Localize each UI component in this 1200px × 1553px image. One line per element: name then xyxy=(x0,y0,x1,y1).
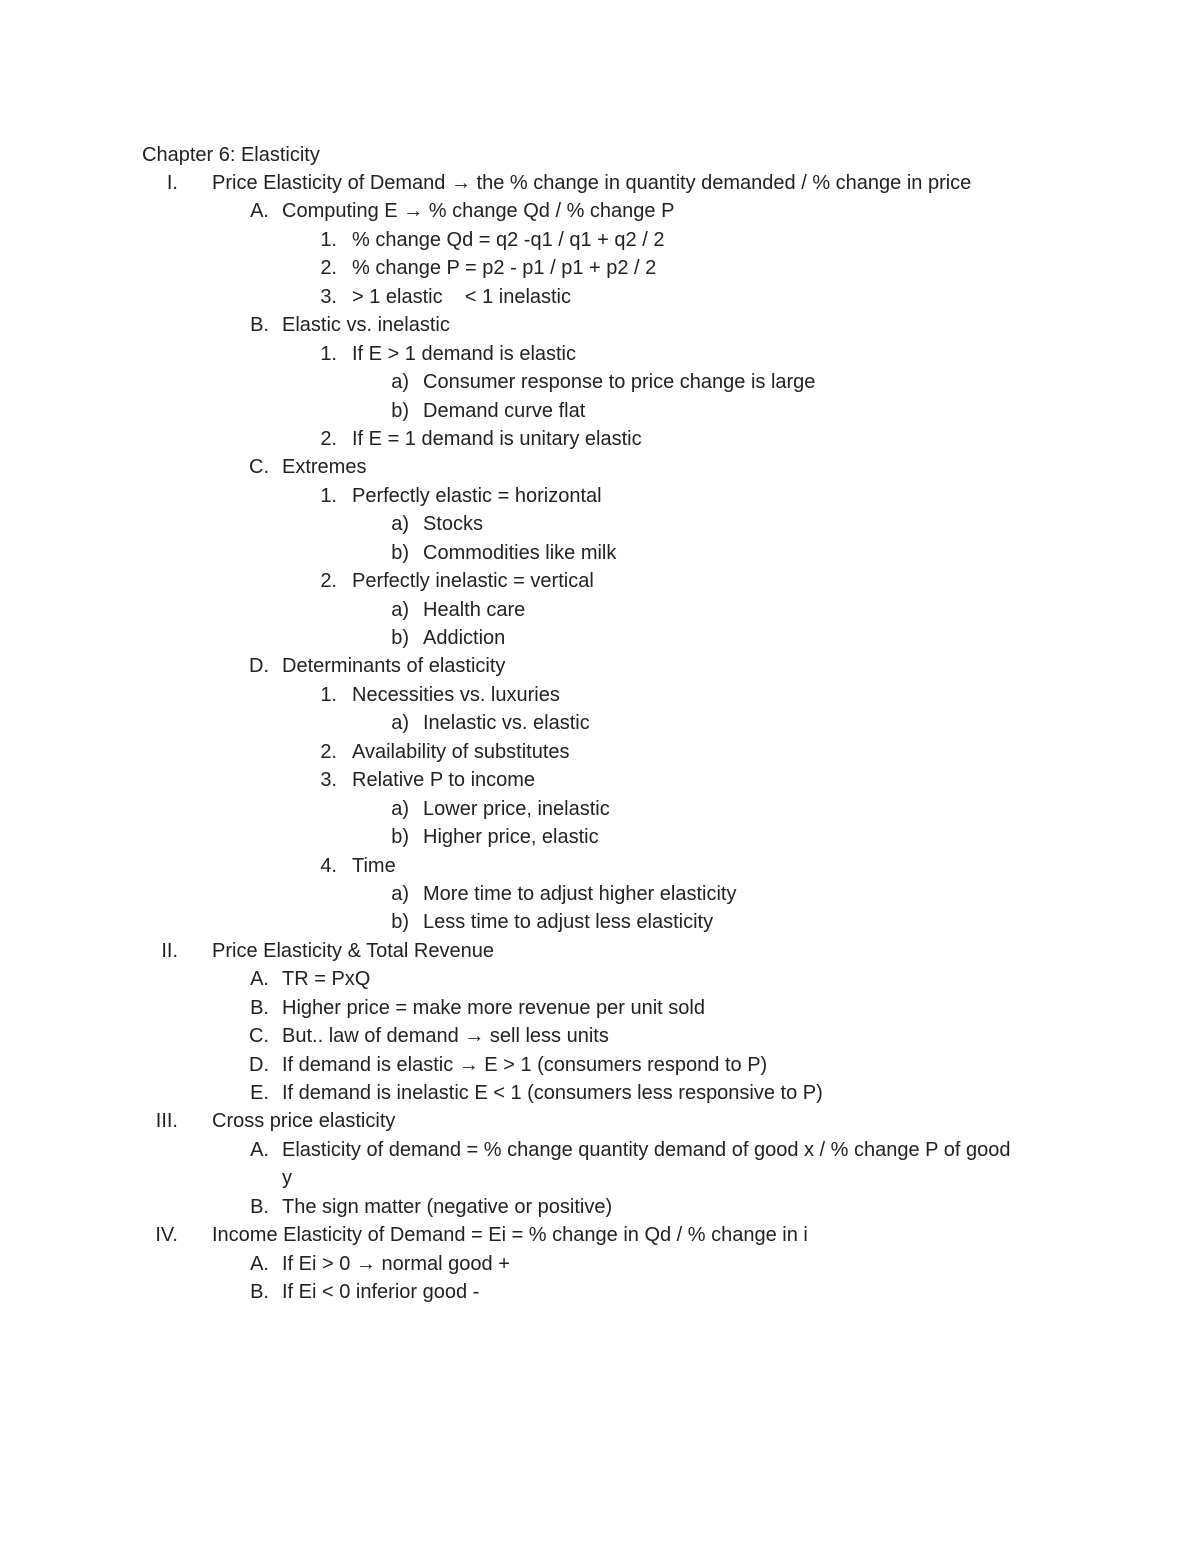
outline-marker: 2. xyxy=(320,570,337,593)
outline-item-level-4 xyxy=(0,510,1200,538)
outline-text: Higher price = make more revenue per unit sold xyxy=(282,996,705,1019)
outline-item-level-2 xyxy=(0,994,1200,1022)
outline-item-level-3 xyxy=(0,283,1200,311)
outline-item-level-4 xyxy=(0,795,1200,823)
outline-marker: 1. xyxy=(320,683,337,706)
outline-item-level-4 xyxy=(0,596,1200,624)
outline-item-level-1 xyxy=(0,937,1200,965)
outline-marker: b) xyxy=(391,541,409,564)
outline-text: Less time to adjust less elasticity xyxy=(423,911,714,934)
outline-item-level-3 xyxy=(0,766,1200,794)
outline-text: Perfectly elastic = horizontal xyxy=(352,484,602,507)
outline-marker: II. xyxy=(161,939,178,962)
outline-text: Relative P to income xyxy=(352,769,536,792)
outline-marker: III. xyxy=(155,1110,178,1133)
outline-marker: B. xyxy=(250,1195,269,1218)
outline-item-level-3 xyxy=(0,852,1200,880)
outline-marker: I. xyxy=(166,172,178,194)
outline-text: Lower price, inelastic xyxy=(423,797,610,820)
outline-text: If E = 1 demand is unitary elastic xyxy=(352,427,642,450)
outline-item-level-2 xyxy=(0,965,1200,993)
outline-marker: b) xyxy=(391,627,409,649)
outline-item-level-3 xyxy=(0,340,1200,368)
outline-item-level-1 xyxy=(0,1107,1200,1135)
outline-text: Inelastic vs. elastic xyxy=(423,712,590,735)
outline-text: TR = PxQ xyxy=(282,968,371,991)
outline-item-level-2 xyxy=(0,1193,1200,1221)
outline-marker: b) xyxy=(391,911,409,934)
outline-text: Perfectly inelastic = vertical xyxy=(352,570,594,593)
outline-text: Time xyxy=(352,854,396,877)
outline-text: > 1 elastic < 1 inelastic xyxy=(352,285,572,308)
outline-item-level-2 xyxy=(0,197,1200,225)
outline-item-level-3 xyxy=(0,567,1200,595)
outline-text: Price Elasticity of Demand → the % change in quantity demanded / % change in price xyxy=(212,172,972,194)
outline-marker: B. xyxy=(250,996,269,1019)
outline-item-level-4 xyxy=(0,880,1200,908)
outline-marker: 1. xyxy=(320,228,337,251)
outline-marker: 1. xyxy=(320,342,337,365)
outline-marker: C. xyxy=(249,1025,269,1048)
outline-text: Health care xyxy=(423,598,526,621)
outline-item-level-4 xyxy=(0,908,1200,936)
outline-text: If Ei > 0 → normal good + xyxy=(282,1252,510,1275)
outline-text: % change P = p2 - p1 / p1 + p2 / 2 xyxy=(352,257,657,280)
outline-item-level-4 xyxy=(0,397,1200,425)
outline-item-level-3 xyxy=(0,681,1200,709)
outline-marker: C. xyxy=(249,456,269,479)
outline-marker: a) xyxy=(391,797,409,820)
document-title: Chapter 6: Elasticity xyxy=(142,144,320,166)
outline-item-level-1 xyxy=(0,1221,1200,1249)
outline-text: Addiction xyxy=(423,627,506,649)
outline-marker: D. xyxy=(249,655,269,678)
outline-marker: a) xyxy=(391,513,409,536)
outline-item-level-2 xyxy=(0,1278,1200,1306)
outline-item-level-2 xyxy=(0,652,1200,680)
outline-text: Commodities like milk xyxy=(423,541,617,564)
outline-text: Elasticity of demand = % change quantity demand of good x / % change P of good y xyxy=(282,1138,1011,1189)
outline-text: If Ei < 0 inferior good - xyxy=(282,1281,480,1304)
outline-item-level-4 xyxy=(0,624,1200,652)
outline xyxy=(0,169,1200,1307)
outline-text: Computing E → % change Qd / % change P xyxy=(282,200,675,223)
outline-marker: 3. xyxy=(320,769,337,792)
outline-marker: IV. xyxy=(155,1224,178,1247)
outline-item-level-3 xyxy=(0,425,1200,453)
outline-marker: 2. xyxy=(320,427,337,450)
outline-text: Elastic vs. inelastic xyxy=(282,314,450,337)
outline-marker: 4. xyxy=(320,854,337,877)
outline-marker: A. xyxy=(250,200,269,223)
outline-text: Cross price elasticity xyxy=(212,1110,396,1133)
outline-item-level-2 xyxy=(0,1250,1200,1278)
outline-marker: 2. xyxy=(320,257,337,280)
outline-text: Higher price, elastic xyxy=(423,826,599,849)
outline-item-level-3 xyxy=(0,254,1200,282)
outline-text: Determinants of elasticity xyxy=(282,655,506,678)
outline-marker: b) xyxy=(391,826,409,849)
outline-item-level-4 xyxy=(0,823,1200,851)
outline-text: % change Qd = q2 -q1 / q1 + q2 / 2 xyxy=(352,228,665,251)
outline-text: If demand is elastic → E > 1 (consumers respond to P) xyxy=(282,1053,768,1076)
outline-item-level-2 xyxy=(0,1136,1200,1193)
outline-item-level-3 xyxy=(0,738,1200,766)
outline-marker: b) xyxy=(391,399,409,422)
outline-marker: a) xyxy=(391,371,409,394)
outline-text: Extremes xyxy=(282,456,367,479)
outline-text: Demand curve flat xyxy=(423,399,586,422)
outline-marker: 2. xyxy=(320,740,337,763)
outline-marker: A. xyxy=(250,1252,269,1275)
outline-marker: a) xyxy=(391,712,409,735)
outline-marker: B. xyxy=(250,314,269,337)
outline-marker: 3. xyxy=(320,285,337,308)
outline-text: Consumer response to price change is large xyxy=(423,371,816,394)
outline-item-level-2 xyxy=(0,1079,1200,1107)
outline-text: If demand is inelastic E < 1 (consumers less responsive to P) xyxy=(282,1082,823,1104)
outline-text: If E > 1 demand is elastic xyxy=(352,342,577,365)
outline-text: The sign matter (negative or positive) xyxy=(282,1195,613,1218)
outline-text: Necessities vs. luxuries xyxy=(352,683,560,706)
outline-item-level-3 xyxy=(0,482,1200,510)
outline-marker: B. xyxy=(250,1281,269,1304)
outline-marker: A. xyxy=(250,1138,269,1161)
outline-text: More time to adjust higher elasticity xyxy=(423,882,737,905)
outline-item-level-4 xyxy=(0,709,1200,737)
outline-item-level-2 xyxy=(0,311,1200,339)
outline-item-level-1 xyxy=(0,169,1200,197)
outline-text: Income Elasticity of Demand = Ei = % change in Qd / % change in i xyxy=(212,1224,808,1247)
outline-text: But.. law of demand → sell less units xyxy=(282,1025,609,1048)
outline-item-level-2 xyxy=(0,1051,1200,1079)
outline-marker: A. xyxy=(250,968,269,991)
outline-item-level-4 xyxy=(0,368,1200,396)
outline-text: Availability of substitutes xyxy=(352,740,570,763)
outline-text: Stocks xyxy=(423,513,484,536)
outline-item-level-2 xyxy=(0,453,1200,481)
outline-marker: a) xyxy=(391,882,409,905)
outline-item-level-3 xyxy=(0,226,1200,254)
outline-marker: E. xyxy=(250,1082,269,1104)
outline-item-level-2 xyxy=(0,1022,1200,1050)
outline-text: Price Elasticity & Total Revenue xyxy=(212,939,494,962)
outline-marker: a) xyxy=(391,598,409,621)
outline-item-level-4 xyxy=(0,539,1200,567)
outline-marker: D. xyxy=(249,1053,269,1076)
outline-marker: 1. xyxy=(320,484,337,507)
